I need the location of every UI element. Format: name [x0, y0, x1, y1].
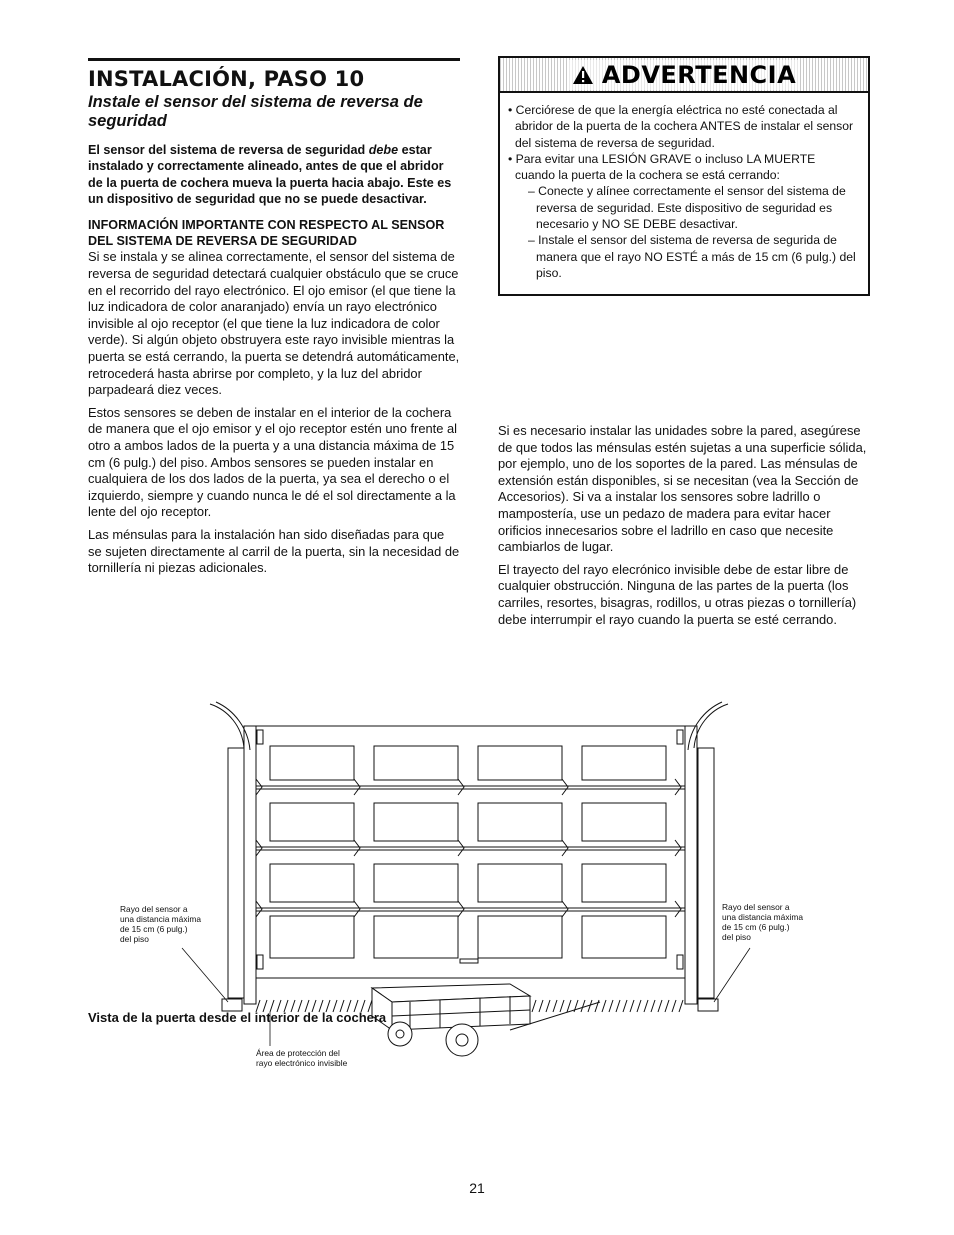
- door-frame: [256, 726, 685, 978]
- title-rule: [88, 58, 460, 61]
- right-paragraph-2: El trayecto del rayo elecrónico invisible debe de estar libre de cualquier obstrucción. Ninguna de las partes de la puerta (los carriles, resortes, bisagras, rodillos, u otras piezas o tornillería) debe interrumpir el rayo cuando la puerta se esté cerrando.: [498, 561, 857, 627]
- lead-paragraph: [88, 142, 460, 208]
- lead-text-part1: El sensor del sistema de reversa de seguridad: [88, 143, 369, 157]
- diagram-caption: Vista de la puerta desde el interior de la cochera: [88, 1010, 387, 1025]
- warning-title-group: [568, 60, 800, 90]
- left-beam-label: [120, 904, 203, 944]
- warning-bullet-1: • Cerciórese de que la energía eléctrica no esté conectada al abridor de la puerta de la cochera ANTES de instalar el sensor del sistema de reversa de seguridad.: [508, 103, 854, 150]
- lead-text-part2: estar instalado y correctamente alineado, antes de que el abridor de la puerta de cochera mueva la puerta hacia abajo. Este es un dispositivo de seguridad que no se puede desactivar.: [88, 143, 452, 207]
- page-number: 21: [469, 1180, 485, 1196]
- warning-title: ADVERTENCIA: [601, 60, 797, 89]
- body-paragraph-1: Si se instala y se alinea correctamente, el sensor del sistema de reversa de seguridad detectará cualquier obstáculo que se cruce en el recorrido del rayo electrónico. El ojo emisor (el que tiene la luz indicadora de color anaranjado) envía un rayo electrónico invisible al ojo receptor (el que tiene la luz indicadora de color verde). Si algún objeto obstruyera este rayo invisible mientras la puerta se está cerrando, la puerta se detendrá automáticamente, retrocederá hasta abrirse por completo, y la luz del abridor parpadeará diez veces.: [88, 249, 460, 398]
- right-label-line: una distancia máxima: [722, 912, 803, 922]
- right-track: [685, 726, 697, 1004]
- right-beam-label: [722, 902, 805, 942]
- body-paragraph-2: Estos sensores se deben de instalar en el interior de la cochera de manera que el ojo emisor y el ojo receptor estén uno frente al otro a ambos lados de la puerta y a una distancia máxima de 15 cm (6 pulg.) del piso. Ambos sensores se pueden instalar en cualquiera de los dos lados de la puerta, ya sea el derecho o el izquierdo, siempre y cuando nunca le dé el sol directamente a la lente del ojo receptor.: [88, 404, 458, 520]
- protection-label-line: rayo electrónico invisible: [256, 1058, 348, 1068]
- right-label-line: Rayo del sensor a: [722, 902, 790, 912]
- left-label-line: del piso: [120, 934, 149, 944]
- right-text: [498, 423, 872, 628]
- wagon-illustration: [372, 984, 600, 1056]
- left-label-line: Rayo del sensor a: [120, 904, 188, 914]
- left-label-line: de 15 cm (6 pulg.): [120, 924, 188, 934]
- left-column: [88, 58, 460, 577]
- warning-box: [498, 56, 870, 296]
- info-heading: INFORMACIÓN IMPORTANTE CON RESPECTO AL SENSOR DEL SISTEMA DE REVERSA DE SEGURIDAD: [88, 217, 445, 249]
- right-label-line: del piso: [722, 932, 751, 942]
- lead-emphasis: debe: [368, 143, 399, 157]
- warning-body: [500, 93, 868, 281]
- warning-banner: [500, 58, 868, 93]
- warning-triangle-icon: [572, 65, 594, 85]
- warning-dash-1: – Conecte y alínee correctamente el sensor del sistema de reversa de seguridad. Este dispositivo de seguridad es necesario y NO SE DEBE desactivar.: [528, 184, 846, 232]
- protection-label-line: Área de protección del: [256, 1048, 340, 1058]
- protection-area-label: [256, 1048, 348, 1068]
- left-wall-post: [228, 748, 244, 998]
- right-paragraph-1: Si es necesario instalar las unidades sobre la pared, asegúrese de que todos las ménsulas estén sujetas a una superficie sólida, por ejemplo, uno de los soportes de la pared. Las ménsulas de extensión están disponibles, si se necesitan (vea la Sección de Accesorios). Si va a instalar los sensores sobre ladrillo o mampostería, use un pedazo de madera para evitar hacer orificios innecesarios sobre el ladrillo en caso que necesite cambiarlos de lugar.: [498, 423, 867, 555]
- left-label-line: una distancia máxima: [120, 914, 201, 924]
- warning-dash-2: – Instale el sensor del sistema de reversa de segurida de manera que el rayo NO ESTÉ a más de 15 cm (6 pulg.) del piso.: [528, 233, 856, 280]
- section-subtitle: Instale el sensor del sistema de reversa de seguridad: [88, 93, 423, 130]
- right-label-line: de 15 cm (6 pulg.): [722, 922, 790, 932]
- right-track-curve: [694, 704, 728, 748]
- right-label-leader: [714, 948, 750, 1002]
- right-column: [498, 56, 872, 296]
- left-label-leader: [182, 948, 228, 1002]
- body-paragraph-3: Las ménsulas para la instalación han sido diseñadas para que se sujeten directamente al carril de la puerta, sin la necesidad de tornillería ni piezas adicionales.: [88, 526, 460, 576]
- page-title: INSTALACIÓN, PASO 10: [88, 67, 365, 91]
- left-track-curve: [210, 704, 244, 748]
- left-track: [244, 726, 256, 1004]
- warning-bullet-2: • Para evitar una LESIÓN GRAVE o incluso LA MUERTE cuando la puerta de la cochera se está cerrando:: [508, 151, 816, 183]
- right-wall-post: [698, 748, 714, 998]
